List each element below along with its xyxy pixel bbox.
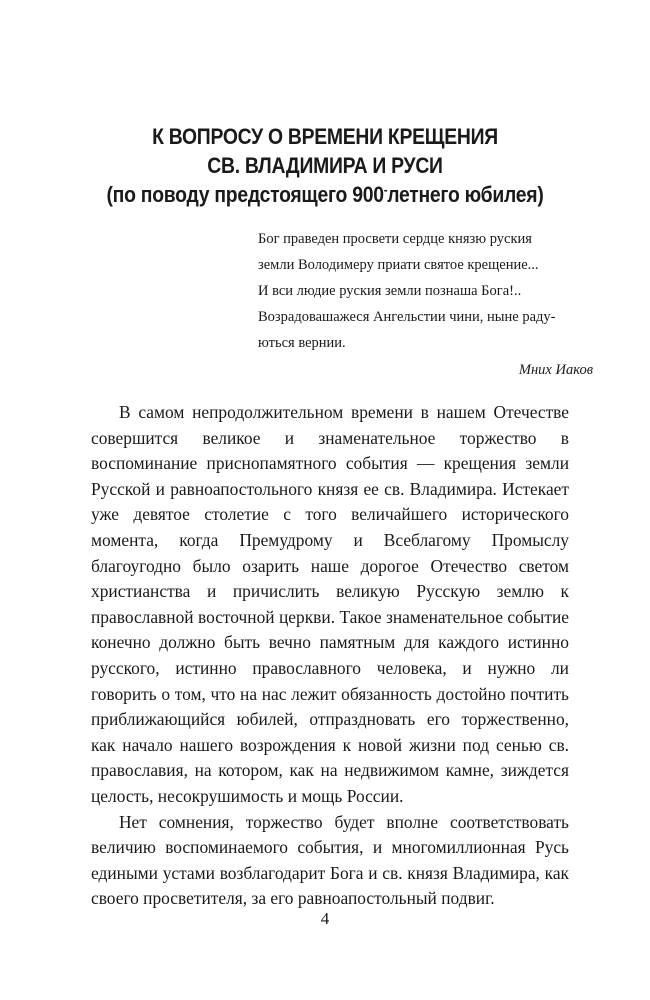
subtitle-text-start: (по поводу предстоящего 900 [106, 182, 384, 207]
chapter-title-line-2: СВ. ВЛАДИМИРА И РУСИ [207, 153, 443, 178]
page-number: 4 [320, 909, 330, 928]
epigraph-line: И вси людие руския земли познаша Бога!.. [258, 283, 522, 299]
body-paragraph-2: Нет сомнения, торжество будет вполне соответствовать величию воспоминаемого события, и многомиллионная Русь едиными устами возблагодарит Бога и св. князя Владимира, как своего просветителя, за его равноапостольный подвиг. [91, 811, 569, 909]
epigraph-line: Бог праведен просвети сердце князю руския [258, 231, 532, 247]
epigraph-author: Мних Иаков [518, 362, 593, 378]
chapter-subtitle [39, 182, 611, 208]
subtitle-superscript: - [383, 182, 388, 197]
epigraph-line: ються вернии. [258, 335, 346, 351]
epigraph-line: земли Володимеру приати святое крещение... [258, 257, 539, 273]
main-text [91, 400, 569, 912]
subtitle-text-end: летнего юбилея) [387, 182, 544, 207]
body-paragraph-1: В самом непродолжительном времени в нашем Отечестве совершится великое и знаменательное торжество в воспоминание приснопамятного события — крещения земли Русской и равноапостольного князя ее св. Владимира. Истекает уже девятое столетие с того величайшего исторического момента, когда Премудрому и Всеблагому Промыслу благоугодно было озарить наше дорогое Отечество светом христианства и причислить великую Русскую землю к православной восточной церкви. Такое знаменательное событие конечно должно быть вечно памятным для каждого истинно русского, истинно православного человека, и нужно ли говорить о том, что на нас лежит обязанность достойно почтить приближающийся юбилей, отпраздновать его торжественно, как начало нашего возрождения к новой жизни под сенью св. православия, на котором, как на недвижимом камне, зиждется целость, несокрушимость и мощь России. [91, 402, 569, 806]
chapter-title-line-1: К ВОПРОСУ О ВРЕМЕНИ КРЕЩЕНИЯ [152, 124, 498, 149]
epigraph [258, 226, 598, 383]
epigraph-line: Возрадовашажеся Ангельстии чини, ныне раду- [258, 309, 556, 325]
